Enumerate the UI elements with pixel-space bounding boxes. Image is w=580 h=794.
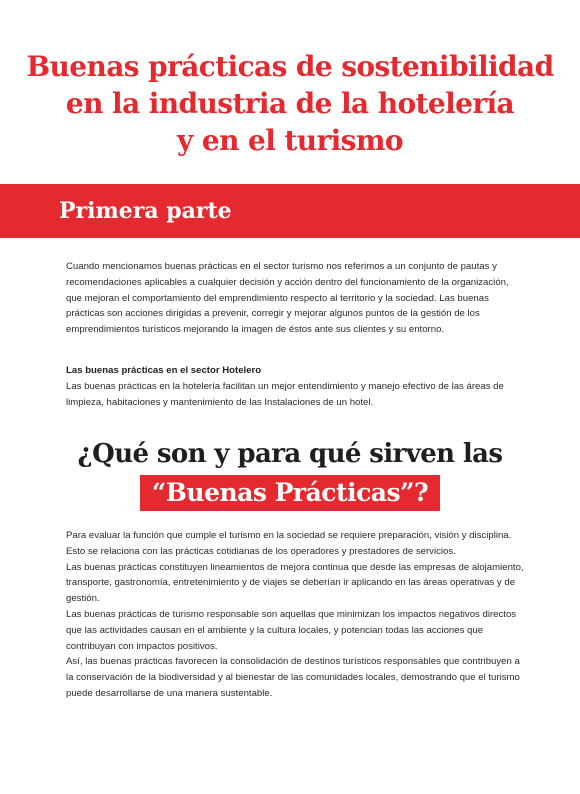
hotel-subheading: Las buenas prácticas en el sector Hotelero [66,365,262,376]
body-paragraph: Las buenas prácticas de turismo responsable son aquellas que minimizan los impactos negativos directos que las actividades causan en el ambiente y la cultura locales, y potencian todas las acciones que contribuyan con impactos positivos. [66,608,517,652]
section-title: Primera parte [59,198,232,224]
intro-section [66,259,526,338]
page-title-line-1: Buenas prácticas de sostenibilidad [26,50,554,83]
hotel-section [66,363,526,410]
intro-paragraph: Cuando mencionamos buenas prácticas en el sector turismo nos referimos a un conjunto de pautas y recomendaciones aplicables a cualquier decisión y acción dentro del funcionamiento de la organización, que mejoran el comportamiento del emprendimiento respecto al territorio y la sociedad. Las buenas prácticas son acciones dirigidas a prevenir, corregir y mejorar algunos puntos de la gestión de los emprendimientos turísticos mejorando la imagen de éstos ante sus clientes y su entorno. [66,261,509,336]
page-title [0,48,580,159]
body-paragraph: Así, las buenas prácticas favorecen la consolidación de destinos turísticos responsables que contribuyen a la conservación de la biodiversidad y al bienestar de las comunidades locales, demostrando que el turismo puede desarrollarse de una manera sustentable. [66,656,520,699]
page-title-line-3: y en el turismo [177,124,403,157]
body-paragraph: Para evaluar la función que cumple el turismo en la sociedad se requiere preparación, visión y disciplina. Esto se relaciona con las prácticas cotidianas de los operadores y prestadores de servicios. [66,530,512,557]
question-highlight-row [0,475,580,511]
body-section [66,528,526,702]
hotel-paragraph: Las buenas prácticas en la hotelería facilitan un mejor entendimiento y manejo efectivo de las áreas de limpieza, habitaciones y mantenimiento de las Instalaciones de un hotel. [66,380,504,408]
question-highlight: “Buenas Prácticas”? [140,475,440,511]
body-paragraph: Las buenas prácticas constituyen lineamientos de mejora continua que desde las empresas de alojamiento, transporte, gastronomía, entretenimiento y de viajes se deberían ir aplicando en las áreas operativas y de gestión. [66,561,524,605]
question-heading: ¿Qué son y para qué sirven las [77,439,503,469]
section-banner [0,184,580,238]
page-title-line-2: en la industria de la hotelería [65,87,515,120]
